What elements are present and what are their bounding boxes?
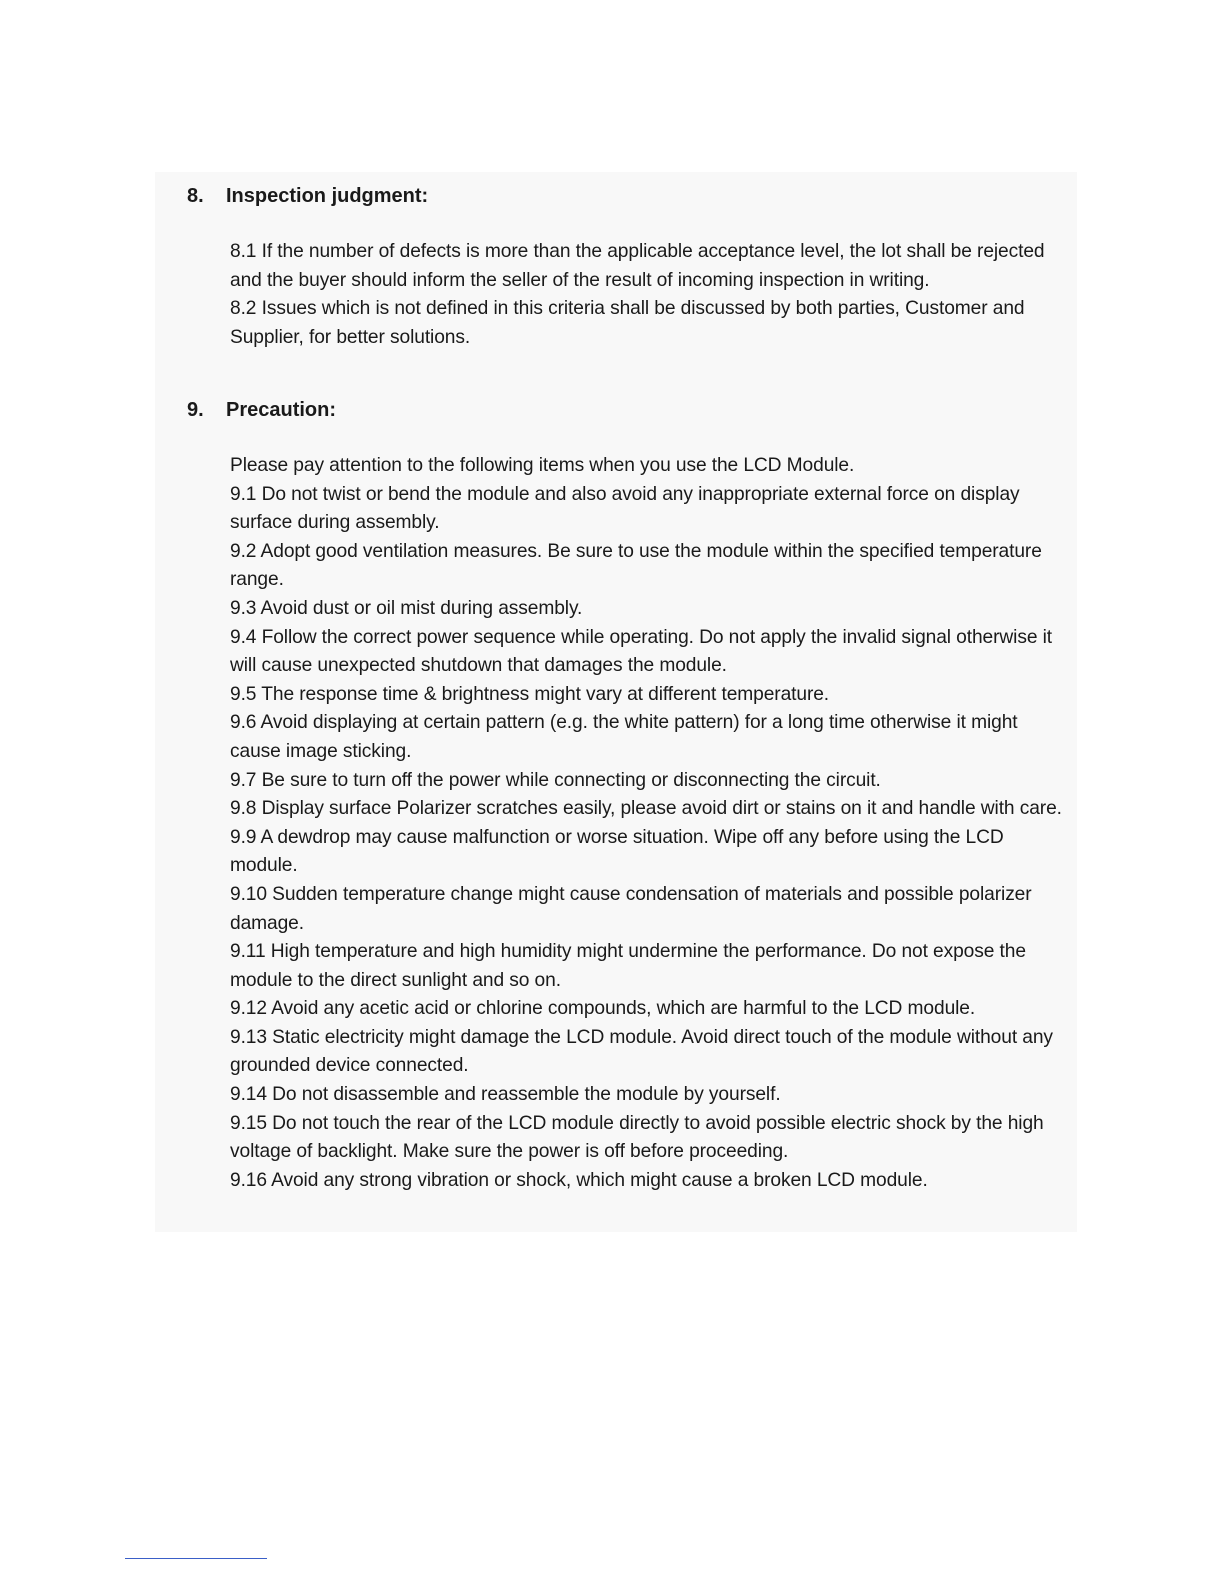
paragraph-9-14: 9.14 Do not disassemble and reassemble the module by yourself. bbox=[230, 1084, 781, 1106]
section-9-body bbox=[230, 452, 1070, 1195]
paragraph-9-7: 9.7 Be sure to turn off the power while connecting or disconnecting the circuit. bbox=[230, 769, 881, 791]
paragraph-9-2: 9.2 Adopt good ventilation measures. Be sure to use the module within the specified temperature range. bbox=[230, 540, 1042, 591]
section-8-heading bbox=[187, 182, 428, 210]
paragraph-9-13: 9.13 Static electricity might damage the LCD module. Avoid direct touch of the module without any grounded device connected. bbox=[230, 1026, 1053, 1077]
paragraph-9-intro: Please pay attention to the following items when you use the LCD Module. bbox=[230, 455, 855, 476]
paragraph-8-2: 8.2 Issues which is not defined in this criteria shall be discussed by both parties, Customer and Supplier, for better solutions. bbox=[230, 298, 1025, 348]
paragraph-9-10: 9.10 Sudden temperature change might cause condensation of materials and possible polarizer damage. bbox=[230, 883, 1032, 934]
section-9-heading bbox=[187, 396, 336, 424]
paragraph-9-15: 9.15 Do not touch the rear of the LCD module directly to avoid possible electric shock by the high voltage of backlight. Make sure the power is off before proceeding. bbox=[230, 1112, 1044, 1163]
paragraph-9-3: 9.3 Avoid dust or oil mist during assembly. bbox=[230, 597, 583, 619]
section-9-number: 9. bbox=[187, 399, 204, 421]
section-8-number: 8. bbox=[187, 185, 204, 207]
paragraph-9-12: 9.12 Avoid any acetic acid or chlorine compounds, which are harmful to the LCD module. bbox=[230, 998, 976, 1020]
paragraph-9-8: 9.8 Display surface Polarizer scratches easily, please avoid dirt or stains on it and handle with care. bbox=[230, 798, 1062, 820]
paragraph-9-16: 9.16 Avoid any strong vibration or shock, which might cause a broken LCD module. bbox=[230, 1169, 928, 1191]
paragraph-9-6: 9.6 Avoid displaying at certain pattern (e.g. the white pattern) for a long time otherwise it might cause image sticking. bbox=[230, 712, 1018, 762]
section-8-body bbox=[230, 238, 1070, 352]
footnote-separator bbox=[125, 1558, 267, 1559]
section-9-title: Precaution: bbox=[226, 399, 337, 421]
paragraph-9-4: 9.4 Follow the correct power sequence while operating. Do not apply the invalid signal otherwise it will cause unexpected shutdown that damages the module. bbox=[230, 626, 1053, 677]
paragraph-9-11: 9.11 High temperature and high humidity might undermine the performance. Do not expose the module to the direct sunlight and so on. bbox=[230, 941, 1026, 991]
paragraph-9-1: 9.1 Do not twist or bend the module and also avoid any inappropriate external force on display surface during assembly. bbox=[230, 483, 1020, 534]
paragraph-8-1: 8.1 If the number of defects is more than the applicable acceptance level, the lot shall be rejected and the buyer should inform the seller of the result of incoming inspection in writing. bbox=[230, 241, 1045, 291]
section-8-title: Inspection judgment: bbox=[226, 185, 429, 207]
paragraph-9-9: 9.9 A dewdrop may cause malfunction or worse situation. Wipe off any before using the LCD module. bbox=[230, 826, 1004, 877]
paragraph-9-5: 9.5 The response time & brightness might vary at different temperature. bbox=[230, 683, 830, 705]
